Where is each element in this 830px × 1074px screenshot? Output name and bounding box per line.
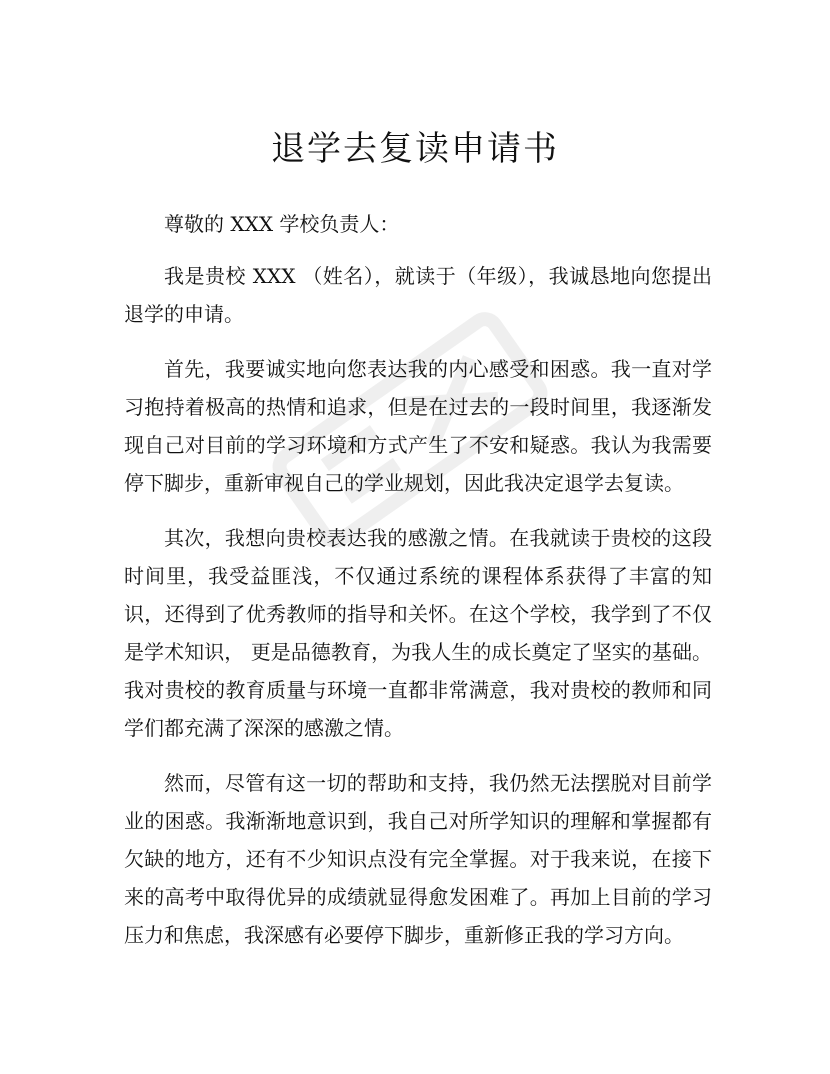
salutation: 尊敬的 XXX 学校负责人： — [164, 212, 400, 236]
document-title: 退学去复读申请书 — [271, 129, 559, 169]
paragraph-intro: 我是贵校 XXX （姓名），就读于（年级），我诚恳地向您提出退学的申请。 — [124, 264, 712, 326]
paragraph-second: 其次，我想向贵校表达我的感激之情。在我就读于贵校的这段时间里，我受益匪浅，不仅通过系统的课程体系获得了丰富的知识，还得到了优秀教师的指导和关怀。在这个学校，我学到了不仅是学术知识， 更是品德教育，为我人生的成长奠定了坚实的基础。我对贵校的教育质量与环境一直都非常满意，我对贵校的教师和同学们都充满了深深的感激之情。 — [124, 526, 712, 740]
paragraph-first: 首先，我要诚实地向您表达我的内心感受和困惑。我一直对学习抱持着极高的热情和追求，但是在过去的一段时间里，我逐渐发现自己对目前的学习环境和方式产生了不安和疑惑。我认为我需要停下脚步，重新审视自己的学业规划，因此我决定退学去复读。 — [124, 357, 712, 495]
paragraph-third: 然而，尽管有这一切的帮助和支持，我仍然无法摆脱对目前学业的困惑。我渐渐地意识到，我自己对所学知识的理解和掌握都有欠缺的地方，还有不少知识点没有完全掌握。对于我来说，在接下来的高考中取得优异的成绩就显得愈发困难了。再加上目前的学习压力和焦虑，我深感有必要停下脚步，重新修正我的学习方向。 — [124, 771, 712, 947]
document-body — [124, 205, 712, 971]
